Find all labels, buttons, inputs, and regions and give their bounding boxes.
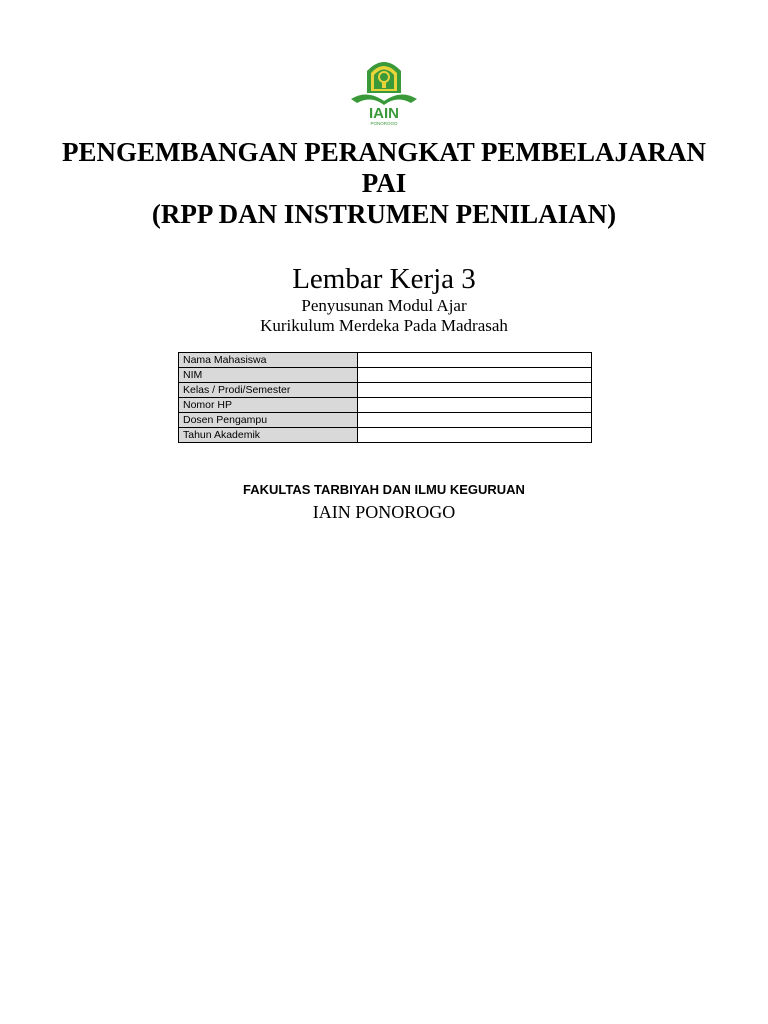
row-value-nim: [358, 368, 592, 383]
worksheet-subtitle-2: Kurikulum Merdeka Pada Madrasah: [260, 316, 508, 335]
document-title-line-2: PAI: [361, 168, 407, 198]
row-value-nomor-hp: [358, 398, 592, 413]
row-label-kelas-prodi-semester: Kelas / Prodi/Semester: [179, 383, 358, 398]
faculty-name: FAKULTAS TARBIYAH DAN ILMU KEGURUAN: [243, 482, 525, 497]
table-row: [179, 368, 592, 383]
row-value-dosen-pengampu: [358, 413, 592, 428]
iain-logo: [345, 55, 423, 127]
row-label-nama-mahasiswa: Nama Mahasiswa: [179, 353, 358, 368]
row-label-nim: NIM: [179, 368, 358, 383]
svg-text:IAIN: IAIN: [369, 105, 399, 122]
row-label-dosen-pengampu: Dosen Pengampu: [179, 413, 358, 428]
student-info-table: [178, 352, 592, 443]
table-row: [179, 383, 592, 398]
row-label-tahun-akademik: Tahun Akademik: [179, 428, 358, 443]
row-value-kelas-prodi-semester: [358, 383, 592, 398]
document-title-line-1: PENGEMBANGAN PERANGKAT PEMBELAJARAN: [61, 137, 707, 167]
table-row: [179, 398, 592, 413]
table-row: [179, 413, 592, 428]
row-label-nomor-hp: Nomor HP: [179, 398, 358, 413]
svg-text:PONOROGO: PONOROGO: [370, 121, 398, 126]
institution-name: IAIN PONOROGO: [312, 502, 456, 522]
table-row: [179, 353, 592, 368]
worksheet-subtitle-1: Penyusunan Modul Ajar: [301, 296, 467, 315]
iain-logo-icon: [345, 55, 423, 127]
table-row: [179, 428, 592, 443]
row-value-tahun-akademik: [358, 428, 592, 443]
document-title-line-3: (RPP DAN INSTRUMEN PENILAIAN): [151, 199, 617, 229]
worksheet-title: Lembar Kerja 3: [292, 263, 476, 295]
row-value-nama-mahasiswa: [358, 353, 592, 368]
